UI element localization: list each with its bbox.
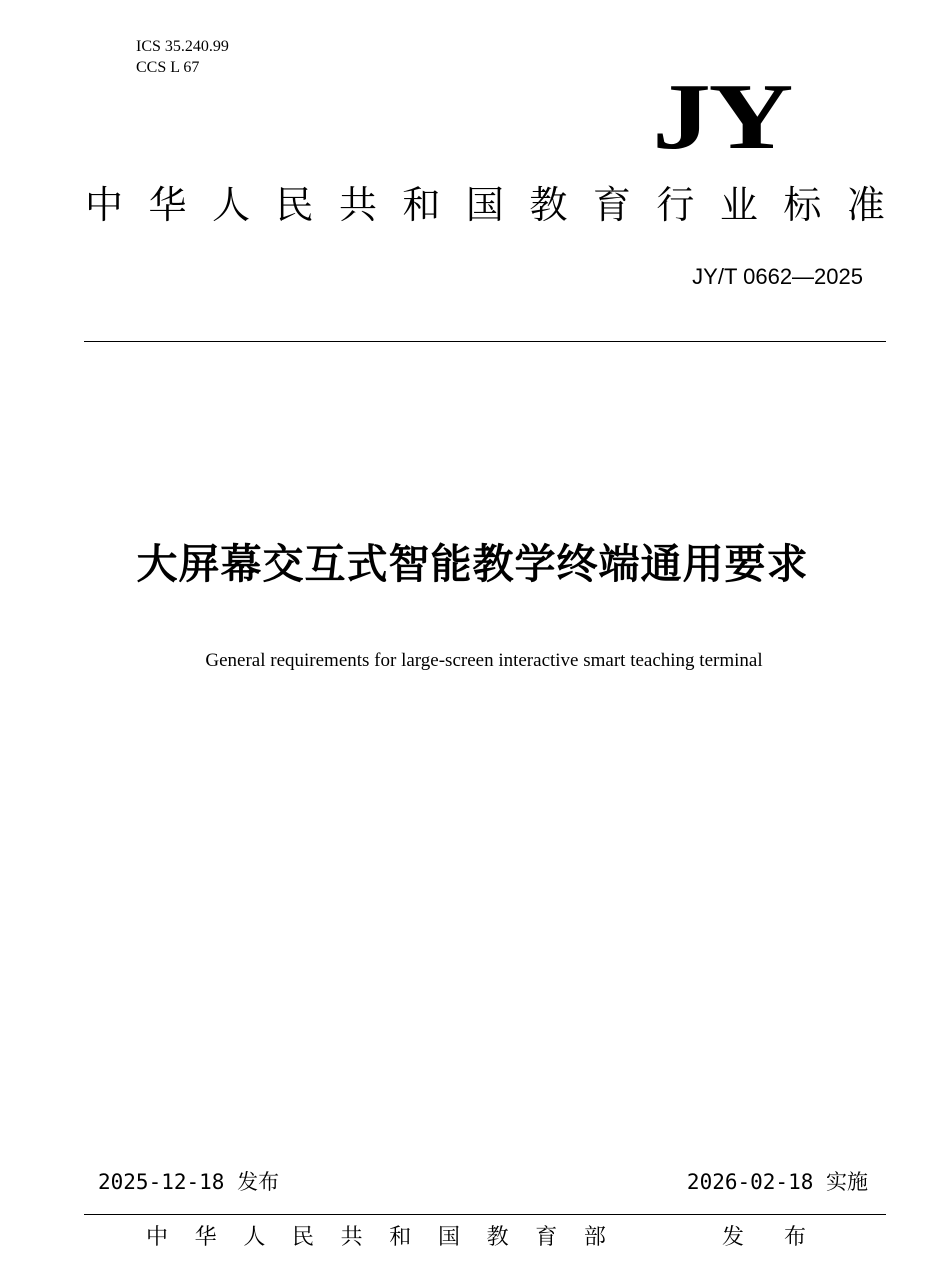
publish-label — [722, 1222, 806, 1254]
heading-char: 人 — [211, 183, 250, 227]
heading-char: 共 — [340, 1225, 363, 1250]
heading-char: 民 — [291, 1225, 314, 1250]
heading-char: 国 — [437, 1225, 460, 1250]
implementation-date: 2026-02-18 实施 — [686, 1170, 868, 1194]
issue-date: 2025-12-18 发布 — [98, 1170, 280, 1194]
heading-char: 国 — [465, 183, 504, 227]
standard-number: JY/T 0662—2025 — [692, 264, 863, 289]
heading-char: 和 — [402, 183, 441, 227]
document-title-zh: 大屏幕交互式智能教学终端通用要求 — [136, 540, 809, 588]
heading-char: 和 — [389, 1225, 412, 1250]
heading-char: 育 — [535, 1225, 558, 1250]
ccs-code: CCS L 67 — [136, 59, 200, 76]
heading-char: 华 — [194, 1225, 217, 1250]
issuing-authority — [146, 1222, 606, 1254]
heading-char: 发 — [722, 1225, 745, 1250]
document-title-en: General requirements for large-screen interactive smart teaching terminal — [205, 650, 763, 671]
bottom-divider — [84, 1214, 886, 1215]
heading-char: 华 — [148, 183, 187, 227]
heading-char: 中 — [146, 1225, 169, 1250]
heading-char: 教 — [486, 1225, 509, 1250]
standard-category-heading — [85, 182, 885, 228]
heading-char: 准 — [846, 183, 885, 227]
top-divider — [84, 341, 886, 342]
heading-char: 育 — [592, 183, 631, 227]
ics-code: ICS 35.240.99 — [136, 38, 229, 55]
heading-char: 标 — [783, 183, 822, 227]
heading-char: 教 — [529, 183, 568, 227]
heading-char: 人 — [243, 1225, 266, 1250]
heading-char: 中 — [85, 183, 124, 227]
heading-char: 行 — [656, 183, 695, 227]
heading-char: 布 — [783, 1225, 806, 1250]
heading-char: 共 — [338, 183, 377, 227]
heading-char: 部 — [583, 1225, 606, 1250]
jy-logo: JY — [652, 65, 791, 169]
heading-char: 民 — [275, 183, 314, 227]
heading-char: 业 — [719, 183, 758, 227]
